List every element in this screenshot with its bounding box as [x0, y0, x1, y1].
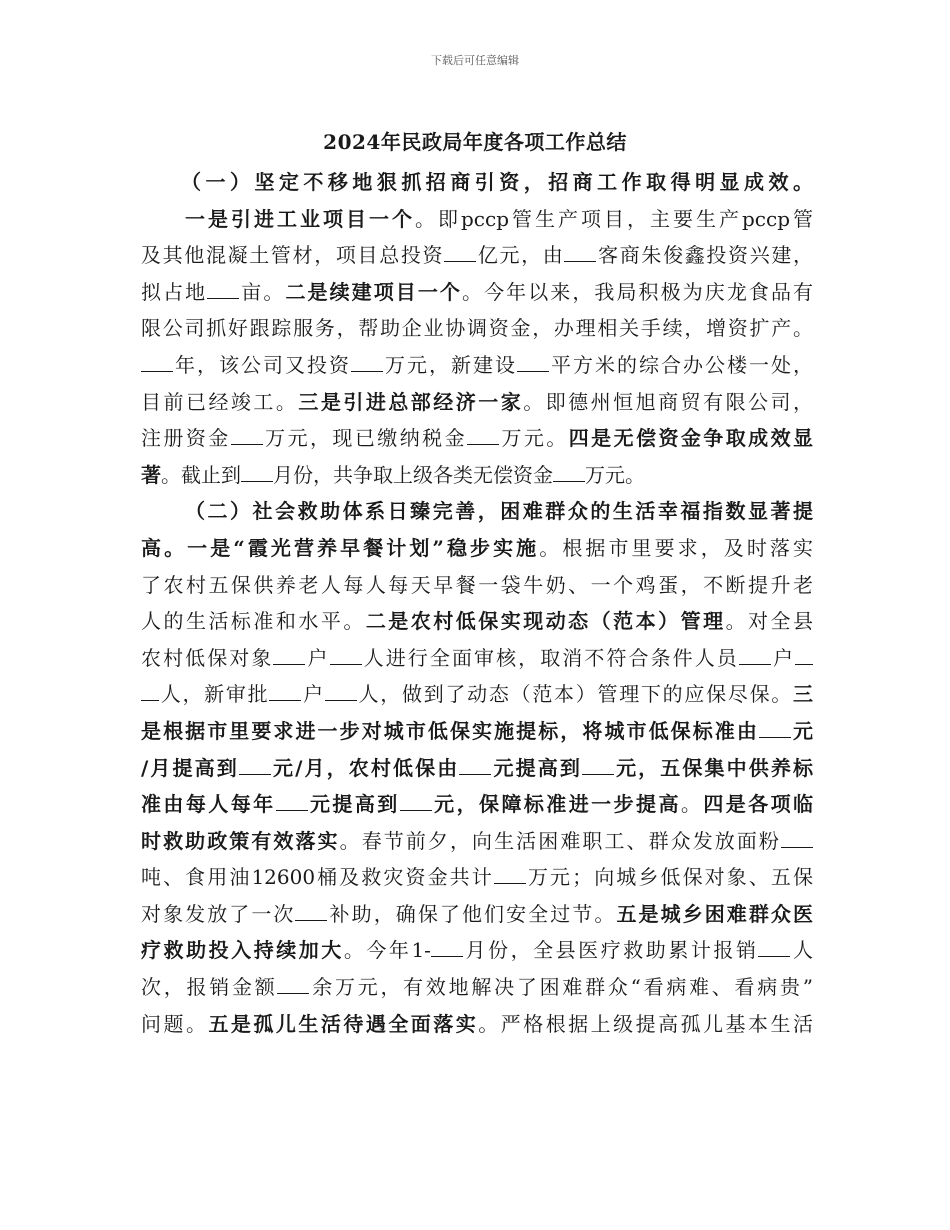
blank-underline: [494, 865, 526, 884]
blank-underline: [467, 426, 499, 445]
bold-text: 时救助政策有效落实: [141, 828, 340, 853]
text-run: 。: [680, 792, 704, 817]
text-run: 户: [770, 645, 796, 670]
bold-text: 二是续建项目一个: [285, 279, 462, 304]
text-run: 。严格根据上级提高孤儿基本生活: [478, 1011, 813, 1036]
blank-underline: [781, 829, 813, 848]
text-line: [141, 640, 813, 677]
text-line: [141, 347, 813, 384]
bold-text: 元，保障标准进一步提高: [431, 792, 681, 817]
text-run: 人，做到了动态（范本）管理下的应保尽保。: [356, 682, 794, 707]
text-run: 人的生活标准和水平。: [141, 609, 366, 634]
text-run: 。即pccp管生产项目，主要生产pccp管: [415, 206, 813, 231]
text-run: 万元。: [585, 462, 645, 487]
blank-underline: [269, 682, 301, 701]
text-run: 万元，现已缴纳税金: [262, 426, 468, 451]
document-title: 2024年民政局年度各项工作总结: [323, 130, 627, 154]
text-run: 。截止到: [161, 462, 241, 487]
blank-underline: [141, 682, 159, 701]
text-line: [141, 310, 813, 347]
blank-underline: [231, 426, 263, 445]
text-line: [141, 603, 813, 640]
text-run: 人，新审批: [159, 682, 270, 707]
text-run: 月份，全县医疗救助累计报销: [462, 938, 759, 963]
blank-underline: [517, 353, 549, 372]
bold-text: 元，五保集中供养标: [613, 755, 813, 780]
bold-text: 一是引进工业项目一个: [185, 206, 415, 231]
text-line: [141, 823, 813, 860]
text-line: [141, 676, 813, 713]
blank-underline: [207, 280, 239, 299]
text-run: 对象发放了一次: [141, 901, 296, 926]
text-line: [141, 274, 813, 311]
bold-text: 是根据市里要求进一步对城市低保实施提标，将城市低保标准由: [141, 718, 759, 743]
blank-underline: [277, 975, 309, 994]
blank-underline: [564, 243, 596, 262]
text-line: [141, 567, 813, 604]
text-run: 吨、食用油12600桶及救灾资金共计: [141, 865, 494, 890]
blank-underline: [141, 353, 173, 372]
blank-underline: [241, 463, 273, 482]
blank-underline: [459, 756, 491, 775]
bold-text: 四是无偿资金争取成效显: [568, 426, 813, 451]
bold-text: 五是孤儿生活待遇全面落实: [208, 1011, 479, 1036]
bold-text: （二）社会救助体系日臻完善，困难群众的生活幸福指数显著提: [185, 499, 813, 524]
text-run: 万元。: [499, 426, 569, 451]
blank-underline: [330, 646, 362, 665]
text-run: 年，该公司又投资: [173, 352, 351, 377]
text-line: [141, 932, 813, 969]
blank-underline: [795, 646, 813, 665]
document-body: [141, 164, 813, 1042]
blank-underline: [400, 792, 432, 811]
blank-underline: [553, 463, 585, 482]
text-run: 。春节前夕，向生活困难职工、群众发放面粉: [339, 828, 782, 853]
text-run: 万元；向城乡低保对象、五保: [525, 865, 813, 890]
blank-underline: [273, 646, 305, 665]
text-line: [141, 457, 813, 494]
text-run: 户: [305, 645, 330, 670]
blank-underline: [759, 719, 791, 738]
text-line: [141, 859, 813, 896]
bold-text: 高。一是“霞光营养早餐计划”稳步实施: [141, 535, 540, 560]
bold-text: （一）坚定不移地狠抓招商引资，招商工作取得明显成效。: [181, 170, 813, 194]
text-line: [141, 164, 813, 201]
blank-underline: [431, 938, 463, 957]
bold-text: 四是各项临: [703, 792, 813, 817]
page-header-note: 下载后可任意编辑: [431, 54, 519, 67]
text-run: 了农村五保供养老人每人每天早餐一袋牛奶、一个鸡蛋，不断提升老: [141, 572, 813, 597]
blank-underline: [276, 792, 308, 811]
text-run: 客商朱俊鑫投资兴建，: [596, 243, 813, 268]
text-run: 次，报销金额: [141, 975, 278, 1000]
text-line: [141, 384, 813, 421]
text-run: 农村低保对象: [141, 645, 274, 670]
bold-text: 元: [790, 718, 813, 743]
blank-underline: [739, 646, 771, 665]
text-line: [141, 969, 813, 1006]
bold-text: 元提高到: [491, 755, 582, 780]
text-line: [141, 237, 813, 274]
text-line: [141, 713, 813, 750]
bold-text: 著: [141, 462, 161, 487]
blank-underline: [325, 682, 357, 701]
text-run: 亩。: [239, 279, 286, 304]
text-run: 。对全县: [725, 609, 813, 634]
text-line: [141, 201, 813, 238]
text-run: 平方米的综合办公楼一处，: [549, 352, 813, 377]
blank-underline: [758, 938, 790, 957]
text-run: 及其他混凝土管材，项目总投资: [141, 243, 445, 268]
blank-underline: [239, 756, 271, 775]
text-run: 。今年以来，我局积极为庆龙食品有: [462, 279, 813, 304]
text-run: 人进行全面审核，取消不符合条件人员: [361, 645, 739, 670]
bold-text: 二是农村低保实现动态（范本）管理: [365, 609, 726, 634]
text-run: 补助，确保了他们安全过节。: [327, 901, 617, 926]
blank-underline: [351, 353, 383, 372]
text-run: 注册资金: [141, 426, 231, 451]
bold-text: 疗救助投入持续加大: [141, 938, 344, 963]
text-run: 。即德州恒旭商贸有限公司，: [523, 389, 813, 414]
text-run: 问题。: [141, 1011, 209, 1036]
text-run: 目前已经竣工。: [141, 389, 299, 414]
text-line: [141, 420, 813, 457]
bold-text: 三: [793, 682, 813, 707]
text-run: 万元，新建设: [383, 352, 517, 377]
text-run: 人: [790, 938, 813, 963]
text-run: 拟占地: [141, 279, 208, 304]
text-run: 亿元，由: [476, 243, 565, 268]
bold-text: 元/月，农村低保由: [270, 755, 460, 780]
blank-underline: [295, 902, 327, 921]
bold-text: 五是城乡困难群众医: [616, 901, 813, 926]
text-run: 。今年1-: [343, 938, 431, 963]
bold-text: 三是引进总部经济一家: [298, 389, 524, 414]
text-line: [141, 896, 813, 933]
text-run: 。根据市里要求，及时落实: [539, 535, 813, 560]
text-line: [141, 786, 813, 823]
blank-underline: [582, 756, 614, 775]
text-line: [141, 1006, 813, 1043]
blank-underline: [444, 243, 476, 262]
text-run: 月份，共争取上级各类无偿资金: [273, 462, 553, 487]
bold-text: 元提高到: [307, 792, 400, 817]
bold-text: 准由每人每年: [141, 792, 276, 817]
text-line: [141, 530, 813, 567]
text-run: 限公司抓好跟踪服务，帮助企业协调资金，办理相关手续，增资扩产。: [141, 316, 813, 341]
text-line: [141, 750, 813, 787]
text-run: 余万元，有效地解决了困难群众“看病难、看病贵”: [309, 975, 813, 1000]
text-run: 户: [301, 682, 325, 707]
bold-text: /月提高到: [141, 755, 239, 780]
text-line: [141, 493, 813, 530]
